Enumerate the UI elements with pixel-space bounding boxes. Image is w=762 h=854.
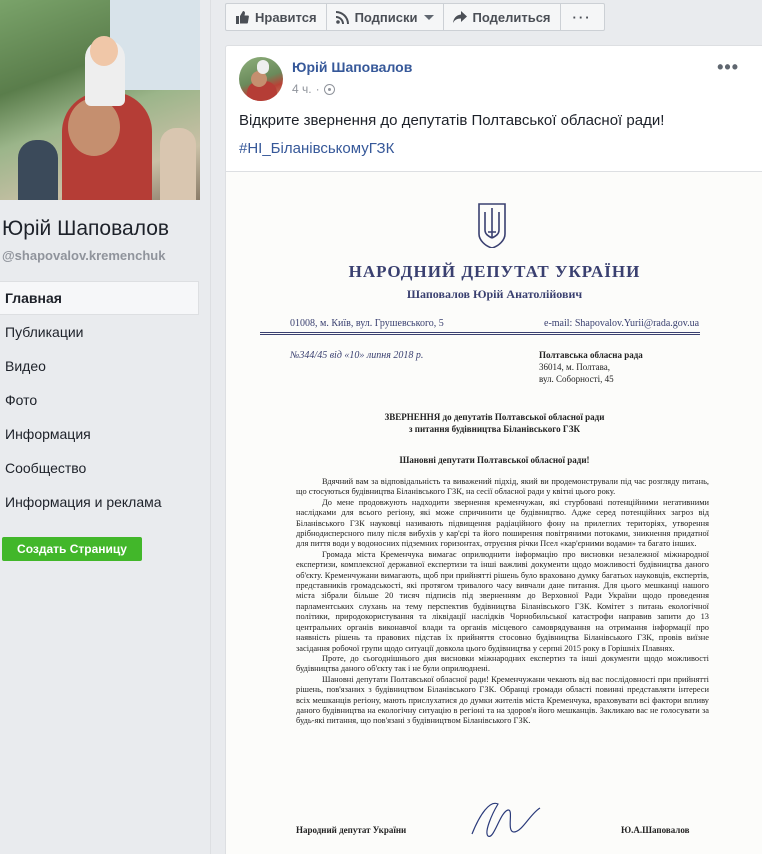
cover-child-face [90, 36, 118, 66]
trident-emblem-icon [477, 202, 507, 248]
share-button[interactable] [443, 3, 561, 31]
nav-item-photos[interactable]: Фото [5, 392, 38, 408]
letterhead-rule-thin [260, 334, 700, 335]
document-recipient [539, 349, 643, 385]
subject-line1: ЗВЕРНЕННЯ до депутатів Полтавської обласної ради [384, 412, 605, 422]
post-meta [292, 82, 335, 96]
document-author-name: Шаповалов Юрій Анатолійович [406, 287, 583, 301]
cover-person-bg-right [160, 128, 196, 200]
document-reference-number: №344/45 від «10» липня 2018 р. [290, 350, 424, 361]
follow-button[interactable] [326, 3, 444, 31]
post-attached-photo[interactable] [226, 171, 762, 854]
nav-item-community[interactable]: Сообщество [5, 460, 87, 476]
document-paragraph: Проте, до сьогоднішнього дня висновки міжнародних експертиз та інші документи щодо можливості будівництва даного об'єкту так і не були оприлюднені. [296, 653, 709, 674]
rss-icon [336, 11, 349, 24]
document-body [296, 477, 709, 727]
profile-picture[interactable] [0, 0, 200, 200]
signatory-title: Народний депутат України [296, 825, 407, 835]
post-hashtag-link[interactable]: #НІ_БіланівськомуГЗК [239, 140, 395, 157]
post-options-button[interactable]: ••• [717, 57, 739, 77]
document-paragraph: Шановні депутати Полтавської обласної ради! Кременчужани чекають від вас послідовності при прийнятті рішень, пов'язаних з будівництвом Біланівського ГЗК. Обранці громади області повинні представляти інтереси всіх мешканців регіону, мають прислухатися до думки жителів міста Кременчука, враховувати всі фактори впливу даного будівництва на екологічну ситуацію в регіоні та на здоров'я його мешканців. Закликаю вас не голосувати за будь-які питання, що пов'язані з будівництвом Біланівського ГЗК. [296, 674, 709, 726]
document-paragraph: Громада міста Кременчука вимагає оприлюднити інформацію про висновки незалежної міжнародної експертизи, комплексної державної експертизи та інші важливі документи щодо можливості будівництва даного об'єкту. Кременчужани вимагають, щоб при прийнятті рішень було враховано думку багатьох науковців, експертів, представників громадськості, які протягом тривалого часу вивчали дане питання. Для цього мешканці нашого міста зібрали більше 20 тисяч підписів під зверненням до Верховної Ради України щодо проведення парламентських слухань на тему перспектив будівництва Біланівського ГЗК. Комітет з питань екологічної політики, природокористування та ліквідації наслідків Чорнобильської катастрофи направив запити до 13 центральних органів виконавчої влади та органів місцевого самоврядування на отримання інформації про наявність рішень та правових підстав їх прийняття стосовно будівництва Біланівського ГЗК, провів виїзне засідання робочої групи щодо ситуації довкола цього будівництва у серпні 2015 року в Горішніх Плавнях. [296, 549, 709, 653]
avatar-child [257, 60, 269, 74]
post-author-link[interactable]: Юрій Шаповалов [292, 59, 413, 75]
subject-line2: з питання будівництва Біланівського ГЗК [408, 424, 581, 434]
cover-person-bg-left [18, 140, 58, 200]
letterhead-rule [260, 332, 700, 333]
create-page-button[interactable]: Создать Страницу [2, 537, 142, 561]
page-title[interactable]: Юрій Шаповалов [2, 217, 170, 240]
document-heading: НАРОДНИЙ ДЕПУТАТ УКРАЇНИ [348, 262, 641, 281]
document-salutation: Шановні депутати Полтавської обласної ради! [399, 455, 590, 465]
more-actions-button[interactable]: ··· [560, 3, 605, 31]
nav-item-home[interactable]: Главная [0, 281, 199, 315]
page-sidebar [0, 0, 200, 854]
post-text: Відкрите звернення до депутатів Полтавської обласної ради! [239, 112, 665, 129]
recipient-name: Полтавська обласна рада [539, 350, 643, 360]
nav-item-videos[interactable]: Видео [5, 358, 46, 374]
handwritten-signature [466, 794, 556, 844]
like-button[interactable] [225, 3, 327, 31]
post-card [225, 45, 762, 854]
page-handle[interactable]: @shapovalov.kremenchuk [2, 248, 166, 263]
cover-face-main [68, 98, 120, 156]
meta-separator: · [315, 82, 320, 96]
document-paragraph: До мене продовжують надходити звернення кременчужан, які стурбовані потенційними негативними наслідками для всього регіону, які може спричинити це будівництво. Адже серед потенційних загроз від Біланівського ГЗК науковці називають підвищення радіаційного фону на прилеглих територіях, утворення дрібнодисперсного пилу після вибухів у кар'єрі та його поширення повітряними потоками, зникнення придатної для пиття води у водоносних підземних горизонтах, отруєння річки Псел «кар'єрними водами» та багато інших. [296, 497, 709, 549]
globe-icon[interactable] [324, 84, 335, 95]
share-label: Поделиться [472, 9, 551, 25]
page-actions-bar [225, 3, 605, 31]
nav-item-posts[interactable]: Публикации [5, 324, 84, 340]
document-paragraph: Вдячний вам за відповідальність та виважений підхід, який ви продемонстрували під час розгляду питань, що стосуються будівництва Біланівського ГЗК, на сесії обласної ради у квітні цього року. [296, 477, 709, 497]
chevron-down-icon [424, 15, 434, 20]
recipient-address-line1: 36014, м. Полтава, [539, 362, 610, 372]
page-nav [0, 281, 199, 519]
signatory-name: Ю.А.Шаповалов [621, 825, 690, 835]
share-arrow-icon [453, 11, 467, 23]
document-email: e-mail: Shapovalov.Yurii@rada.gov.ua [544, 318, 700, 329]
thumbs-up-icon [235, 11, 249, 24]
post-timestamp[interactable]: 4 ч. [292, 82, 312, 96]
like-label: Нравится [255, 9, 317, 25]
document-subject [226, 411, 762, 435]
nav-item-info-ads[interactable]: Информация и реклама [5, 494, 162, 510]
nav-item-about[interactable]: Информация [5, 426, 91, 442]
follow-label: Подписки [354, 9, 418, 25]
column-divider [210, 0, 211, 854]
recipient-address-line2: вул. Соборності, 45 [539, 374, 614, 384]
document-address: 01008, м. Київ, вул. Грушевського, 5 [290, 318, 444, 329]
author-avatar[interactable] [239, 57, 283, 101]
